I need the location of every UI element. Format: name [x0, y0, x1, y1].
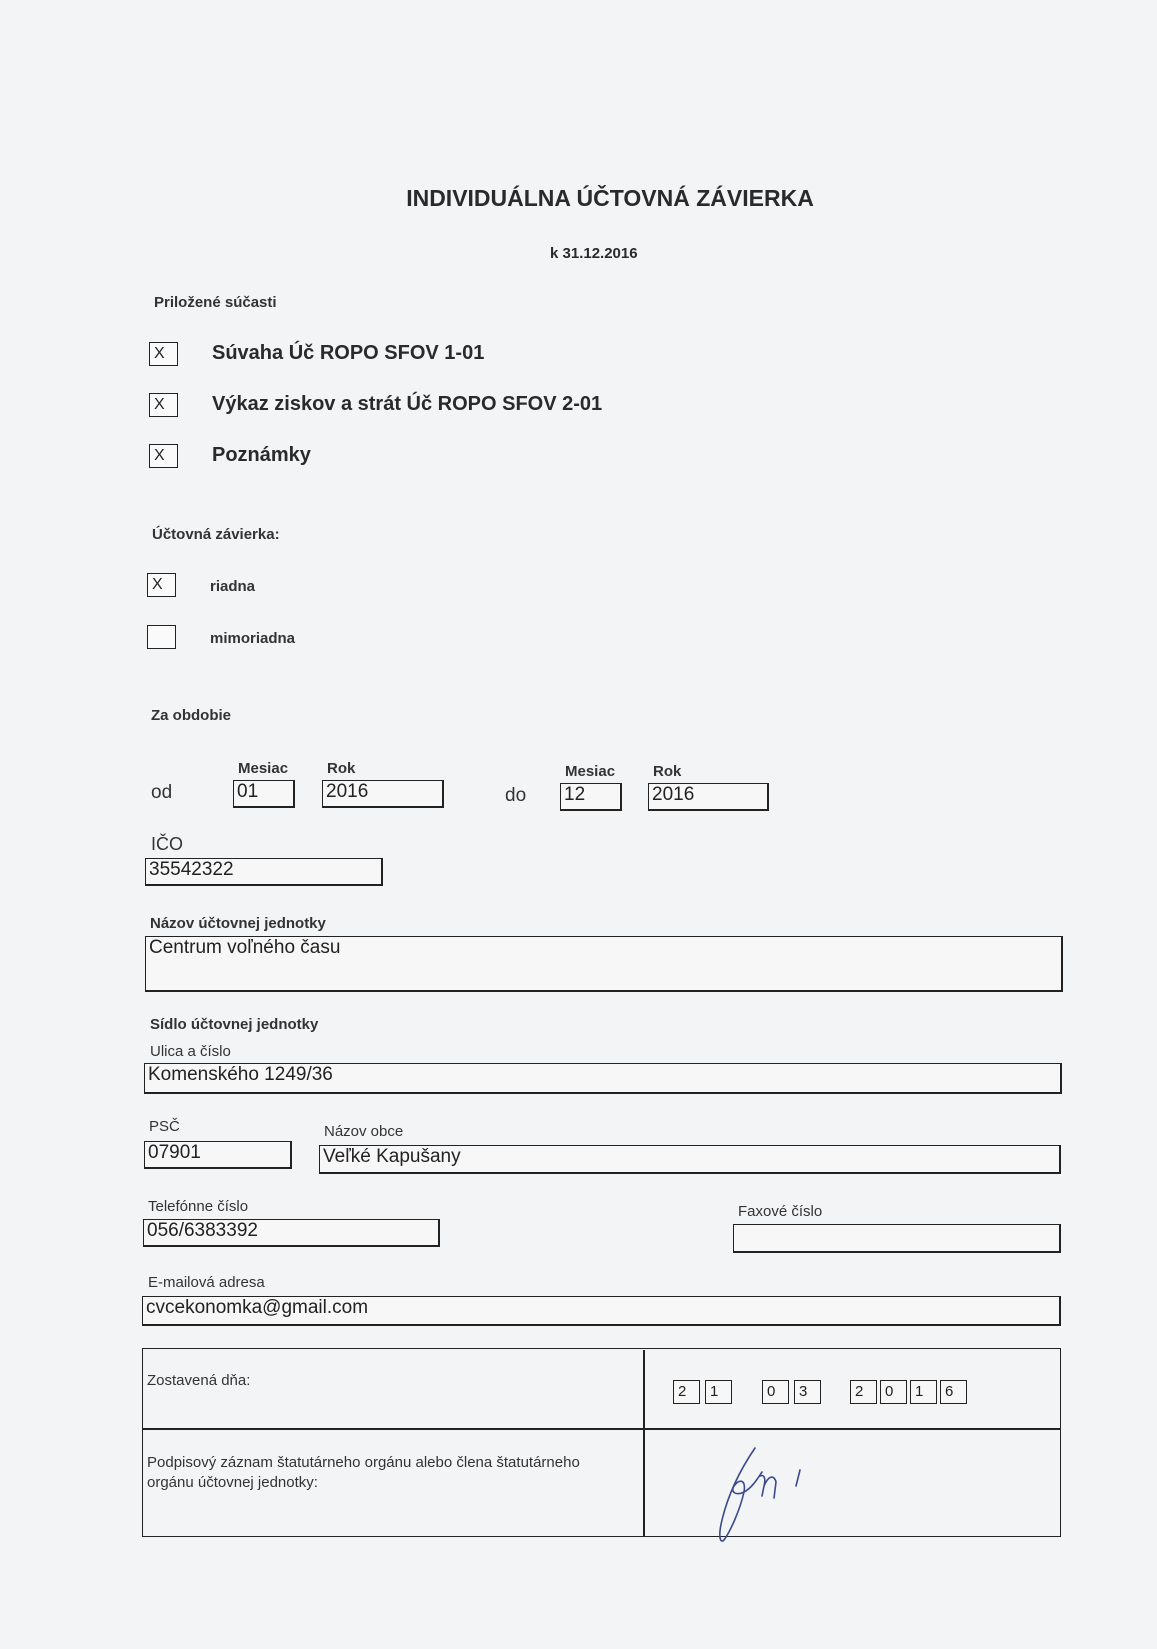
attachments-heading: Priložené súčasti [154, 294, 277, 311]
attachment-checkbox-notes[interactable]: X [149, 444, 178, 468]
attachment-checkbox-balance[interactable]: X [149, 342, 178, 366]
table-divider-horizontal [143, 1428, 1060, 1430]
fax-label: Faxové číslo [738, 1203, 823, 1220]
to-year-label: Rok [653, 763, 682, 780]
closing-type-checkbox-extraordinary[interactable] [147, 625, 176, 649]
phone-field[interactable]: 056/6383392 [143, 1219, 440, 1247]
period-heading: Za obdobie [151, 707, 231, 724]
entity-name-field-line2[interactable] [145, 964, 1063, 992]
phone-label: Telefónne číslo [148, 1198, 249, 1215]
entity-name-field-line1[interactable]: Centrum voľného času [145, 936, 1063, 965]
city-field[interactable]: Veľké Kapušany [319, 1145, 1061, 1174]
compiled-month-digit-1[interactable]: 0 [762, 1380, 789, 1404]
to-year-field[interactable]: 2016 [648, 783, 769, 811]
street-field[interactable]: Komenského 1249/36 [144, 1063, 1062, 1094]
entity-name-label: Názov účtovnej jednotky [150, 915, 326, 932]
document-date: k 31.12.2016 [550, 245, 638, 262]
handwritten-signature [700, 1440, 860, 1550]
email-field[interactable]: cvcekonomka@gmail.com [142, 1296, 1061, 1326]
seat-heading: Sídlo účtovnej jednotky [150, 1016, 319, 1033]
compiled-year-digit-2[interactable]: 0 [880, 1380, 907, 1404]
signature-label-line2: orgánu účtovnej jednotky: [147, 1474, 318, 1491]
to-month-field[interactable]: 12 [560, 783, 622, 811]
compiled-year-digit-1[interactable]: 2 [850, 1380, 877, 1404]
ico-label: IČO [151, 834, 184, 854]
table-divider-vertical [643, 1350, 645, 1536]
compiled-day-digit-1[interactable]: 2 [673, 1380, 700, 1404]
signature-label-line1: Podpisový záznam štatutárneho orgánu alebo člena štatutárneho [147, 1454, 580, 1471]
closing-type-heading: Účtovná závierka: [152, 526, 280, 543]
from-year-field[interactable]: 2016 [322, 780, 444, 808]
compiled-month-digit-2[interactable]: 3 [794, 1380, 821, 1404]
compiled-date-label: Zostavená dňa: [147, 1372, 251, 1389]
attachment-checkbox-income[interactable]: X [149, 393, 178, 417]
from-month-field[interactable]: 01 [233, 780, 295, 808]
fax-field[interactable] [733, 1224, 1061, 1253]
attachment-label-balance: Súvaha Úč ROPO SFOV 1-01 [212, 342, 485, 364]
zip-field[interactable]: 07901 [144, 1141, 292, 1169]
zip-label: PSČ [149, 1118, 180, 1135]
to-label: do [505, 785, 527, 806]
compiled-year-digit-3[interactable]: 1 [910, 1380, 937, 1404]
closing-type-label-extraordinary: mimoriadna [210, 630, 296, 647]
city-label: Názov obce [324, 1123, 404, 1140]
email-label: E-mailová adresa [148, 1274, 265, 1291]
to-month-label: Mesiac [565, 763, 616, 780]
closing-type-label-regular: riadna [210, 578, 256, 595]
document-title: INDIVIDUÁLNA ÚČTOVNÁ ZÁVIERKA [406, 185, 814, 211]
compiled-year-digit-4[interactable]: 6 [940, 1380, 967, 1404]
street-label: Ulica a číslo [150, 1043, 231, 1060]
attachment-label-notes: Poznámky [212, 444, 311, 466]
compiled-day-digit-2[interactable]: 1 [705, 1380, 732, 1404]
from-label: od [151, 782, 173, 803]
from-year-label: Rok [327, 760, 356, 777]
signature-table [142, 1348, 1061, 1537]
from-month-label: Mesiac [238, 760, 289, 777]
closing-type-checkbox-regular[interactable]: X [147, 573, 176, 597]
ico-field[interactable]: 35542322 [145, 858, 383, 886]
attachment-label-income: Výkaz ziskov a strát Úč ROPO SFOV 2-01 [212, 393, 603, 415]
